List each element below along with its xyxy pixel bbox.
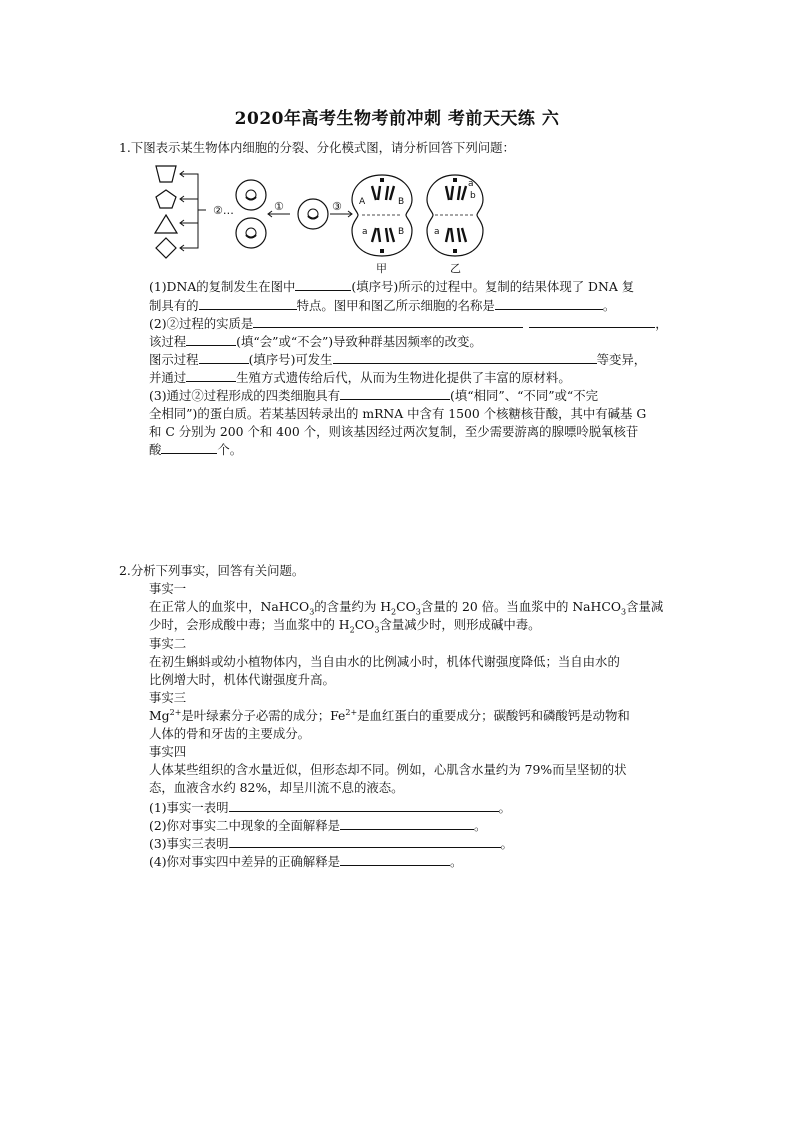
answer-blank[interactable] [199, 352, 249, 364]
question-1-stem: 1.下图表示某生物体内细胞的分裂、分化模式图，请分析回答下列问题： [119, 140, 515, 155]
answer-blank[interactable] [340, 818, 474, 830]
daughter-cell-top [236, 180, 266, 210]
svg-text:a: a [362, 227, 368, 237]
fact-1-line2: 少时，会形成酸中毒；当血浆中的 $H_2CO_3$含量减少时，则形成碱中毒。 [149, 617, 541, 635]
fact-1-title: 事实一 [149, 581, 187, 596]
svg-text:a: a [434, 227, 440, 237]
parent-cell [298, 199, 328, 229]
trapezoid-cell-icon [156, 166, 176, 182]
answer-blank[interactable] [186, 370, 236, 382]
answer-blank[interactable] [161, 442, 217, 454]
svg-text:A: A [359, 197, 366, 207]
cell-division-figure [150, 160, 495, 278]
q1-part3-line3: 和 C 分别为 200 个和 400 个，则该基因经过两次复制，至少需要游离的腺嘌呤脱氧核苷 [149, 424, 639, 439]
q1-part1-line2: 制具有的 特点。图甲和图乙所示细胞的名称是 。 [149, 298, 616, 313]
page-title: 2020年高考生物考前冲刺 考前天天练 六 [234, 109, 560, 129]
q2-answer-2: (2)你对事实二中现象的全面解释是 。 [149, 818, 487, 833]
step-3-label: ③ [332, 200, 342, 213]
step-2-label: ②… [213, 204, 234, 217]
q1-part1-line1: (1)DNA的复制发生在图中 (填序号)所示的过程中。复制的结果体现了 DNA 复 [149, 279, 635, 294]
fact-3-line2: 人体的骨和牙齿的主要成分。 [149, 726, 311, 741]
cell-label-jia: 甲 [376, 262, 387, 275]
q1-part3-line2: 全相同”)的蛋白质。若某基因转录出的 mRNA 中含有 1500 个核糖核苷酸，其中有碱基 G [149, 406, 647, 421]
diamond-cell-icon [156, 238, 176, 258]
step-1-label: ① [274, 200, 284, 213]
q2-answer-1: (1)事实一表明 。 [149, 800, 511, 815]
q1-part2-line4: 并通过 生殖方式遗传给后代，从而为生物进化提供了丰富的原材料。 [149, 370, 571, 385]
fact-2-line1: 在初生蝌蚪或幼小植物体内，当自由水的比例减小时，机体代谢强度降低；当自由水的 [149, 654, 620, 669]
svg-text:B: B [398, 197, 405, 207]
q1-part2-line2: 该过程 (填“会”或“不会”)导致种群基因频率的改变。 [149, 334, 482, 349]
answer-blank[interactable] [229, 800, 499, 812]
answer-blank[interactable] [295, 279, 351, 291]
fact-1-line1: 在正常人的血浆中，NaHCO$_3$的含量约为 $H_2CO_3$含量的 20 倍。当血浆中的 NaHCO$_3$含量减 [149, 599, 664, 617]
fact-3-line1: $Mg^{2+}$是叶绿素分子必需的成分；$Fe^{2+}$是血红蛋白的重要成分；碳酸钙和磷酸钙是动物和 [149, 707, 630, 723]
q1-part3-line1: (3)通过②过程形成的四类细胞具有 (填“相同”、“不同”或“不完 [149, 388, 599, 403]
cell-label-yi: 乙 [450, 262, 461, 275]
triangle-cell-icon [155, 215, 177, 233]
q1-part2-line1: (2)②过程的实质是 ， [149, 316, 668, 331]
fact-2-line2: 比例增大时，机体代谢强度升高。 [149, 672, 335, 687]
answer-blank[interactable] [186, 334, 236, 346]
answer-blank[interactable] [333, 352, 597, 364]
answer-blank[interactable] [229, 836, 501, 848]
answer-blank[interactable] [340, 854, 450, 866]
cell-yi [427, 175, 483, 256]
question-2-stem: 2.分析下列事实，回答有关问题。 [119, 563, 305, 578]
q2-answer-3: (3)事实三表明 。 [149, 836, 513, 851]
pentagon-cell-icon [156, 190, 176, 208]
bracket [180, 174, 198, 248]
cell-jia [352, 175, 412, 256]
daughter-cell-bottom [236, 218, 266, 248]
fact-2-title: 事实二 [149, 636, 187, 651]
svg-text:a: a [468, 179, 474, 189]
answer-blank[interactable] [340, 388, 450, 400]
answer-blank[interactable] [529, 316, 655, 328]
fact-4-line1: 人体某些组织的含水量近似，但形态却不同。例如，心肌含水量约为 79%而呈坚韧的状 [149, 762, 627, 777]
answer-blank[interactable] [199, 298, 297, 310]
fact-4-line2: 态，血液含水约 82%，却呈川流不息的液态。 [149, 780, 404, 795]
answer-blank[interactable] [495, 298, 603, 310]
q1-part3-line4: 酸 个。 [149, 442, 243, 457]
fact-3-title: 事实三 [149, 690, 187, 705]
fact-4-title: 事实四 [149, 744, 187, 759]
q1-part2-line3: 图示过程 (填序号)可发生 等变异， [149, 352, 647, 367]
svg-text:B: B [398, 227, 405, 237]
q2-answer-4: (4)你对事实四中差异的正确解释是 。 [149, 854, 463, 869]
svg-text:b: b [470, 191, 476, 201]
answer-blank[interactable] [253, 316, 523, 328]
